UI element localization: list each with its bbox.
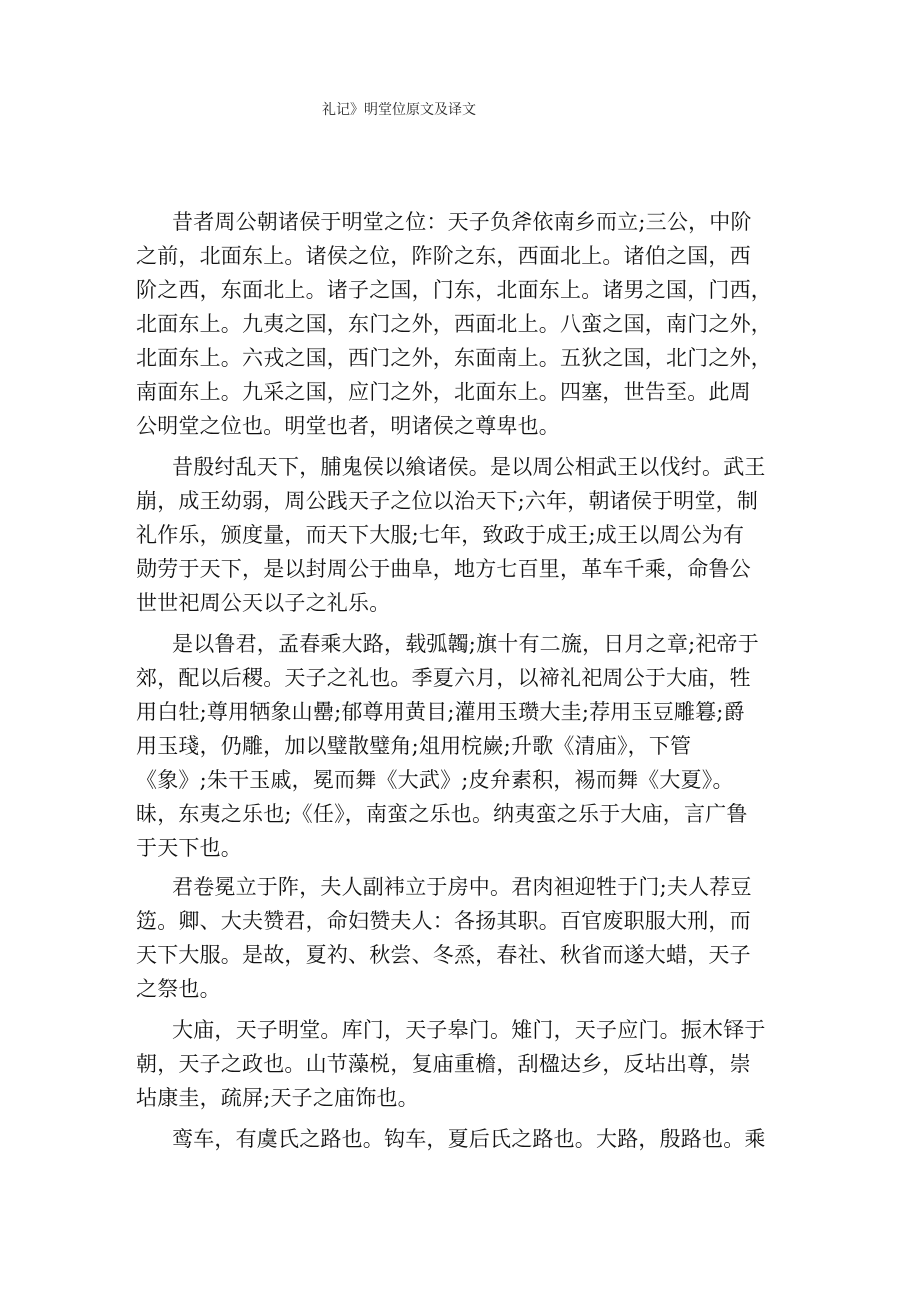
paragraph-line: 昧，东夷之乐也;《任》，南蛮之乐也。纳夷蛮之乐于大庙，言广鲁 [136,802,748,826]
paragraph-line: 鸾车，有虞氏之路也。钩车，夏后氏之路也。大路，殷路也。乘 [172,1127,766,1151]
paragraph-line: 朝，天子之政也。山节藻棁，复庙重檐，刮楹达乡，反坫出尊，崇 [136,1052,751,1076]
paragraph-line: 用白牡;尊用牺象山罍;郁尊用黄目;灌用玉瓒大圭;荐用玉豆雕篹;爵 [136,700,745,724]
document-title: 礼记》明堂位原文及译文 [322,102,476,118]
paragraph-line: 昔者周公朝诸侯于明堂之位：天子负斧依南乡而立;三公，中阶 [172,210,752,234]
paragraph-line: 北面东上。六戎之国，西门之外，东面南上。五狄之国，北门之外， [136,346,772,370]
paragraph-line: 公明堂之位也。明堂也者，明诸侯之尊卑也。 [136,414,560,438]
paragraph-line: 之前，北面东上。诸侯之位，阼阶之东，西面北上。诸伯之国，西 [136,244,751,268]
paragraph-line: 用玉琖，仍雕，加以璧散璧角;俎用梡嶡;升歌《清庙》，下管 [136,734,692,758]
paragraph-line: 昔殷纣乱天下，脯鬼侯以飨诸侯。是以周公相武王以伐纣。武王 [172,455,766,479]
paragraph-line: 礼作乐，颁度量，而天下大服;七年，致政于成王;成王以周公为有 [136,523,745,547]
paragraph-line: 南面东上。九采之国，应门之外，北面东上。四塞，世告至。此周 [136,380,751,404]
paragraph-line: 郊，配以后稷。天子之礼也。季夏六月，以禘礼祀周公于大庙，牲 [136,666,751,690]
paragraph-line: 笾。卿、大夫赞君，命妇赞夫人：各扬其职。百官废职服大刑，而 [136,909,751,933]
paragraph-line: 坫康圭，疏屏;天子之庙饰也。 [136,1086,419,1110]
paragraph-line: 君卷冕立于阼，夫人副袆立于房中。君肉袒迎牲于门;夫人荐豆 [172,875,752,899]
paragraph-line: 《象》;朱干玉戚，冕而舞《大武》;皮弁素积，裼而舞《大夏》。 [136,768,734,792]
paragraph-line: 阶之西，东面北上。诸子之国，门东，北面东上。诸男之国，门西， [136,278,772,302]
paragraph-line: 大庙，天子明堂。库门，天子皋门。雉门，天子应门。振木铎于 [172,1018,766,1042]
paragraph-line: 是以鲁君，孟春乘大路，载弧韣;旗十有二旒，日月之章;祀帝于 [172,632,759,656]
paragraph-line: 勋劳于天下，是以封周公于曲阜，地方七百里，革车千乘，命鲁公 [136,557,751,581]
paragraph-line: 之祭也。 [136,977,221,1001]
paragraph-line: 于天下也。 [136,836,242,860]
paragraph-line: 北面东上。九夷之国，东门之外，西面北上。八蛮之国，南门之外， [136,312,772,336]
paragraph-line: 天下大服。是故，夏礿、秋尝、冬烝，春社、秋省而遂大蜡，天子 [136,943,751,967]
paragraph-line: 崩，成王幼弱，周公践天子之位以治天下;六年，朝诸侯于明堂，制 [136,489,759,513]
paragraph-line: 世世祀周公天以子之礼乐。 [136,591,391,615]
